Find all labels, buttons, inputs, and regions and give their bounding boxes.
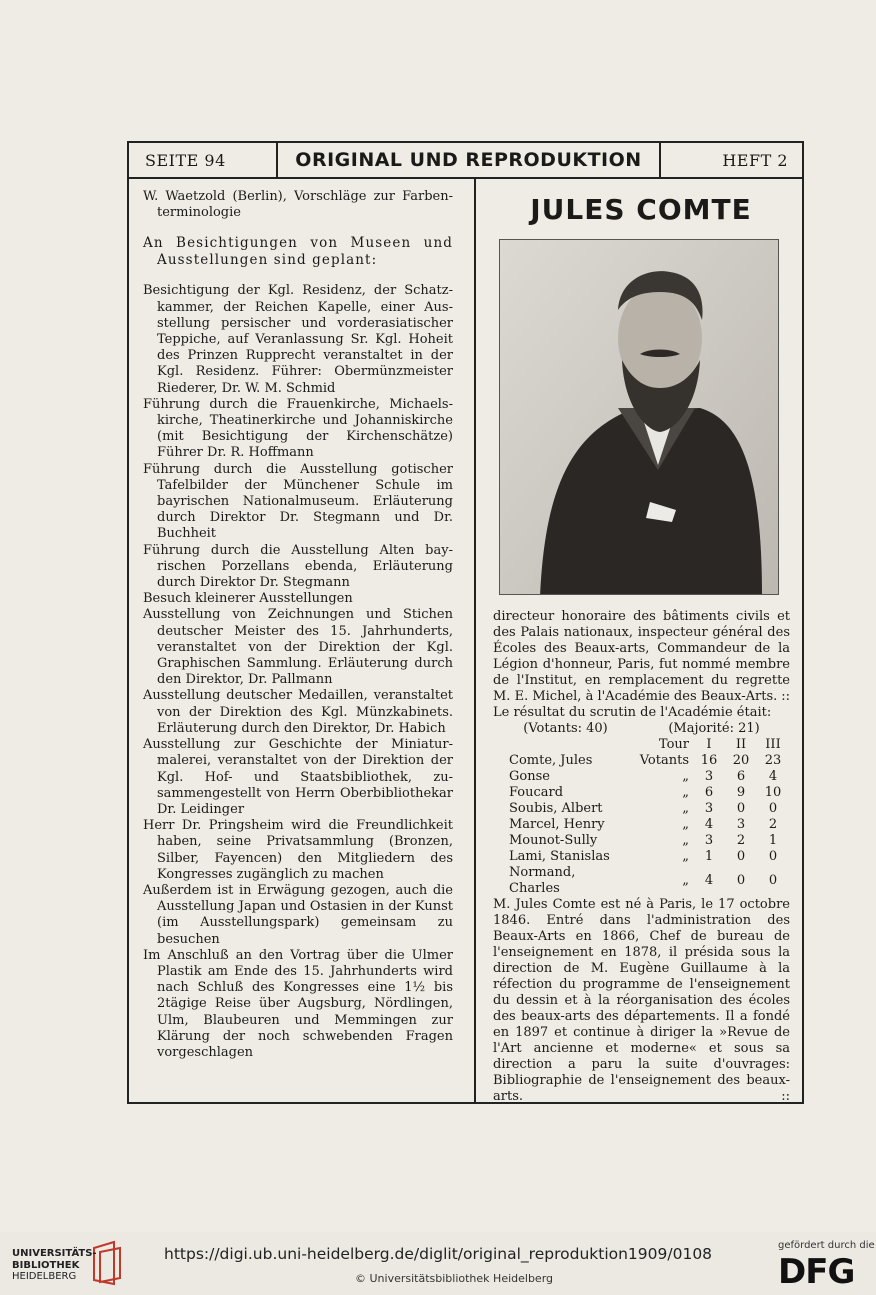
table-row	[505, 785, 789, 801]
vote-table	[505, 737, 789, 897]
candidate-name: Soubis, Albert	[509, 801, 603, 816]
vote-round-1: 3	[704, 801, 714, 816]
paragraph-career	[493, 897, 790, 1105]
table-header-cell: III	[765, 737, 781, 752]
article-body	[493, 609, 790, 1105]
ditto-mark: „	[682, 873, 689, 888]
list-item: Führung durch die Frauenkirche, Michaelskirche, Theatinerkirche und Johanniskirche (mit Besichtigung der Kirchenschätze) Führer Dr. R. Hoffmann	[143, 396, 453, 461]
left-column	[143, 189, 453, 1061]
end-mark: ::	[781, 1089, 790, 1104]
vote-round-1: 3	[704, 833, 714, 848]
list-item: Ausstellung deutscher Medaillen, veranstaltet von der Direktion des Kgl. Münzkabinets. Erläuterung durch den Direktor, Dr. Habich	[143, 688, 453, 736]
viewer-footer	[0, 1232, 876, 1295]
vote-round-2: 0	[736, 849, 746, 864]
vote-round-2: 0	[736, 801, 746, 816]
vote-round-1: 4	[704, 817, 714, 832]
vote-round-1: 6	[704, 785, 714, 800]
right-column	[493, 189, 790, 1104]
table-header-cell: Tour	[658, 737, 689, 752]
vote-round-3: 23	[764, 753, 782, 768]
ditto-mark: Votants	[639, 753, 689, 768]
vote-round-3: 0	[768, 873, 778, 888]
portrait-image	[500, 240, 779, 595]
table-row	[505, 769, 789, 785]
candidate-name: Mounot-Sully	[509, 833, 598, 848]
candidate-name: Lami, Stanislas	[509, 849, 610, 864]
paragraph-text: directeur honoraire des bâtiments civils et des Palais nationaux, inspecteur général des Écoles des Beaux-arts, Commandeur de la Légion d'honneur, Paris, fut nommé membre de l'Institut, en remplacement du regrette M. E. Michel, à l'Académie des Beaux-Arts.	[493, 609, 790, 704]
table-header-cell: II	[735, 737, 747, 752]
funding-note: gefördert durch die	[778, 1240, 875, 1251]
vote-round-3: 0	[768, 801, 778, 816]
library-name-line: HEIDELBERG	[12, 1271, 77, 1282]
portrait-photo	[499, 239, 779, 595]
list-item: Herr Dr. Pringsheim wird die Freundlichkeit haben, seine Privatsammlung (Bronzen, Silber, Fayencen) den Mitgliedern des Kongresses zugänglich zu machen	[143, 818, 453, 882]
list-item: Außerdem ist in Erwägung gezogen, auch die Ausstellung Japan und Ostasien in der Kunst (im Ausstellungspark) gemeinsam zu besuchen	[143, 882, 453, 947]
vote-round-3: 0	[768, 849, 778, 864]
end-mark: ::	[781, 689, 790, 704]
journal-title: ORIGINAL UND REPRODUKTION	[276, 143, 661, 177]
vote-round-1: 16	[700, 753, 718, 768]
library-name	[12, 1248, 97, 1283]
vote-round-3: 10	[764, 785, 782, 800]
library-name-line: UNIVERSITÄTS-	[12, 1248, 97, 1259]
table-header-cell	[505, 737, 623, 753]
vote-round-3: 1	[768, 833, 778, 848]
column-divider	[474, 179, 476, 1104]
library-name-line: BIBLIOTHEK	[12, 1259, 80, 1271]
paragraph-vote: Le résultat du scrutin de l'Académie était:	[493, 705, 772, 720]
vote-round-3: 2	[768, 817, 778, 832]
table-row	[505, 865, 789, 897]
majority-count: (Majorité: 21)	[668, 721, 760, 736]
table-row	[505, 833, 789, 849]
candidate-name: Marcel, Henry	[509, 817, 605, 832]
list-item: Führung durch die Ausstellung gotischer Tafelbilder der Münchener Schule im bayrischen Nationalmuseum. Erläuterung durch Direktor Dr. Stegmann und Dr. Buchheit	[143, 461, 453, 542]
vote-summary	[493, 721, 790, 737]
section-heading: An Besichtigungen von Museen und Ausstellungen sind geplant:	[143, 235, 453, 269]
table-header-cell: I	[706, 737, 712, 752]
permalink[interactable]: https://digi.ub.uni-heidelberg.de/diglit/original_reproduktion1909/0108	[164, 1245, 713, 1263]
vote-round-2: 9	[736, 785, 746, 800]
copyright-notice: © Universitätsbibliothek Heidelberg	[355, 1272, 554, 1285]
page-frame	[127, 141, 804, 1104]
votants-count: (Votants: 40)	[523, 721, 608, 736]
page-number: SEITE 94	[145, 151, 226, 170]
vote-round-2: 0	[736, 873, 746, 888]
running-header	[129, 143, 802, 179]
vote-round-2: 6	[736, 769, 746, 784]
table-row	[505, 801, 789, 817]
vote-round-1: 1	[704, 849, 714, 864]
ditto-mark: „	[682, 817, 689, 832]
list-item: Im Anschluß an den Vortrag über die Ulmer Plastik am Ende des 15. Jahrhunderts wird nach Schluß des Kongresses eine 1½ bis 2tägige Reise über Augsburg, Nördlingen, Ulm, Blaubeuren und Memmingen zur Klärung der noch schwebenden Fragen vorgeschlagen	[143, 947, 453, 1060]
lecture-entry: W. Waetzold (Berlin), Vorschläge zur Farbenterminologie	[143, 189, 453, 221]
vote-round-1: 3	[704, 769, 714, 784]
ditto-mark: „	[682, 833, 689, 848]
paragraph-biography	[493, 609, 790, 705]
table-row	[505, 753, 789, 769]
vote-round-2: 20	[732, 753, 750, 768]
candidate-name: Foucard	[509, 785, 564, 800]
list-item: Ausstellung zur Geschichte der Miniaturmalerei, veranstaltet von der Direktion der Kgl. Hof- und Staatsbibliothek, zusammengestellt von Herrn Oberbibliothekar Dr. Leidinger	[143, 737, 453, 817]
candidate-name: Gonse	[509, 769, 550, 784]
list-item: Besichtigung der Kgl. Residenz, der Schatzkammer, der Reichen Kapelle, einer Ausstellung persischer und vorderasiatischer Teppiche, auf Veranlassung Sr. Kgl. Hoheit des Prinzen Rupprecht veranstaltet in der Kgl. Residenz. Führer: Obermünzmeister Riederer, Dr. W. M. Schmid	[143, 283, 453, 396]
ditto-mark: „	[682, 849, 689, 864]
candidate-name: Normand, Charles	[509, 865, 576, 896]
list-item: Führung durch die Ausstellung Alten bayrischen Porzellans ebenda, Erläuterung durch Direktor Dr. Stegmann	[143, 542, 453, 591]
vote-round-2: 2	[736, 833, 746, 848]
paragraph-text: M. Jules Comte est né à Paris, le 17 octobre 1846. Entré dans l'administration des Beaux-Arts en 1866, Chef de bureau de l'enseignement en 1878, il présida sous la direction de M. Eugène Guillaume à la réfection du programme de l'enseignement du dessin et à la réorganisation des écoles des beaux-arts des départements. Il a fondé en 1897 et continue à diriger la »Revue de l'Art ancienne et moderne« et sous sa direction a paru la suite d'ouvrages: Bibliographie de l'enseignement des beaux-arts.	[493, 897, 790, 1104]
table-row	[505, 849, 789, 865]
issue-number: HEFT 2	[722, 151, 788, 170]
dfg-logo: DFG	[778, 1252, 855, 1292]
table-row	[505, 817, 789, 833]
ditto-mark: „	[682, 801, 689, 816]
list-item: Ausstellung von Zeichnungen und Stichen deutscher Meister des 15. Jahrhunderts, veranstaltet von der Direktion der Kgl. Graphischen Sammlung. Erläuterung durch den Direktor, Dr. Pallmann	[143, 607, 453, 688]
table-header-row	[505, 737, 789, 753]
list-item: Besuch kleinerer Ausstellungen	[143, 591, 353, 607]
ditto-mark: „	[682, 769, 689, 784]
vote-round-1: 4	[704, 873, 714, 888]
vote-round-3: 4	[768, 769, 778, 784]
ditto-mark: „	[682, 785, 689, 800]
vote-round-2: 3	[736, 817, 746, 832]
candidate-name: Comte, Jules	[509, 753, 593, 768]
article-title: JULES COMTE	[530, 193, 752, 226]
